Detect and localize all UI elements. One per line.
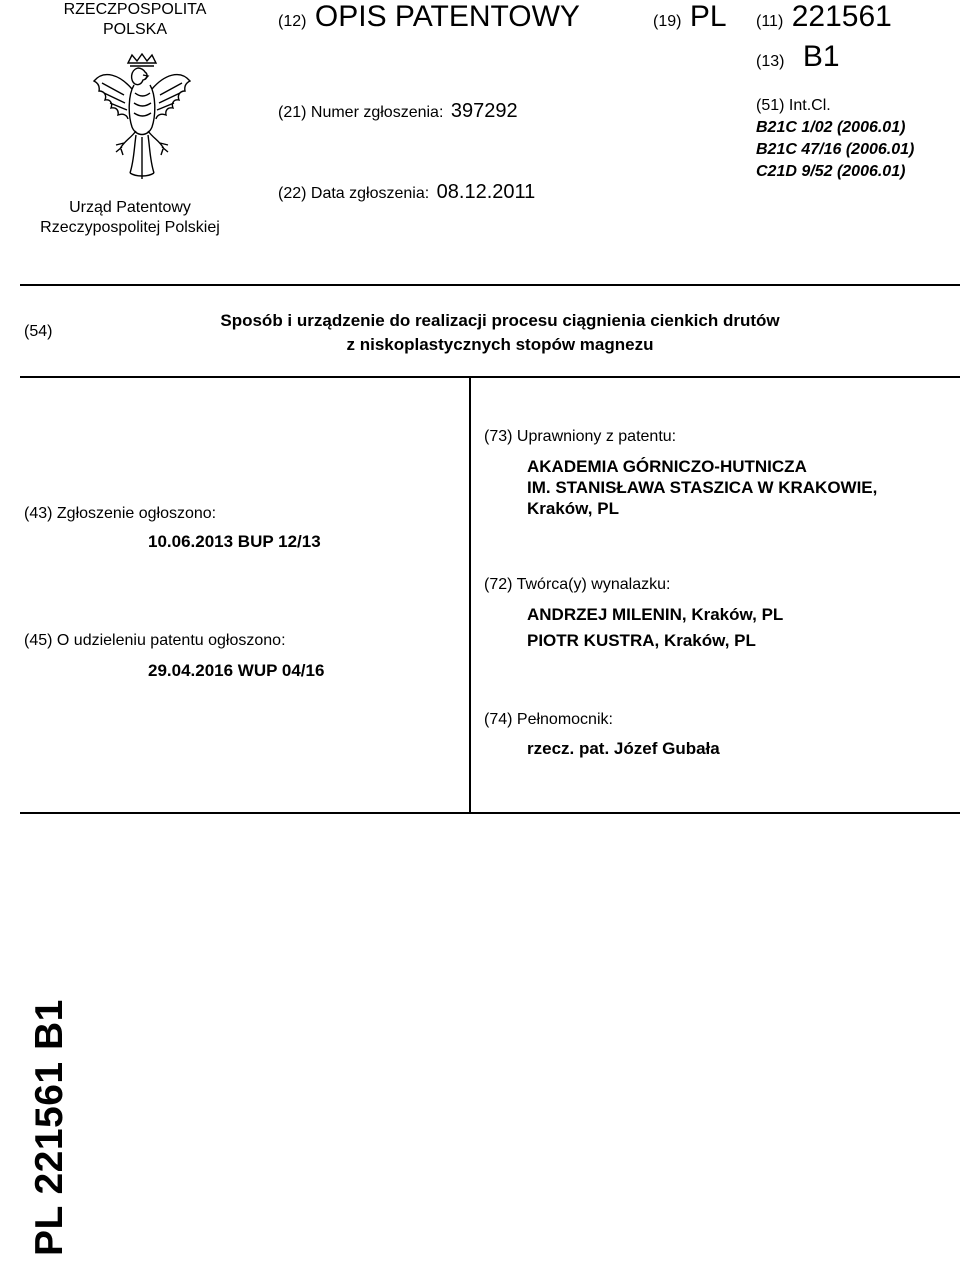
invention-title-line1: Sposób i urządzenie do realizacji procesu ciągnienia cienkich drutów bbox=[220, 311, 780, 330]
divider-top bbox=[20, 284, 960, 286]
patent-number-block bbox=[756, 0, 892, 34]
inventor-name: PIOTR KUSTRA, Kraków, PL bbox=[527, 631, 756, 650]
office-name bbox=[30, 198, 230, 238]
proprietor-line: AKADEMIA GÓRNICZO-HUTNICZA bbox=[527, 457, 807, 476]
proprietor-label: (73) Uprawniony z patentu: bbox=[484, 428, 677, 445]
classification bbox=[756, 95, 914, 183]
invention-title bbox=[140, 309, 860, 357]
classification-label: (51) Int.Cl. bbox=[756, 97, 831, 114]
announced-label: (43) Zgłoszenie ogłoszono: bbox=[24, 505, 217, 522]
inventors-list bbox=[527, 602, 783, 654]
inid-11: (11) bbox=[756, 13, 784, 30]
inventor-name: ANDRZEJ MILENIN, Kraków, PL bbox=[527, 605, 784, 624]
granted-label: (45) O udzieleniu patentu ogłoszono: bbox=[24, 632, 286, 649]
proprietor-line: Kraków, PL bbox=[527, 499, 619, 518]
polish-eagle-emblem-icon bbox=[90, 53, 195, 185]
country-code: PL bbox=[689, 0, 727, 33]
office-country bbox=[40, 0, 230, 40]
column-divider bbox=[469, 376, 471, 812]
proprietor-name bbox=[527, 456, 877, 519]
inid-13: (13) bbox=[756, 53, 785, 70]
application-number bbox=[278, 99, 518, 125]
application-date bbox=[278, 180, 535, 206]
inid-12: (12) bbox=[278, 13, 307, 30]
granted-value: 29.04.2016 WUP 04/16 bbox=[148, 661, 325, 680]
doc-type: OPIS PATENTOWY bbox=[314, 0, 580, 33]
doc-type-block bbox=[278, 0, 580, 34]
classification-code: B21C 47/16 (2006.01) bbox=[756, 141, 915, 158]
attorney-label: (74) Pełnomocnik: bbox=[484, 711, 613, 728]
application-number-value: 397292 bbox=[450, 100, 518, 122]
inid-54: (54) bbox=[24, 323, 53, 340]
office-line2: Rzeczypospolitej Polskiej bbox=[40, 219, 220, 236]
kind-code: B1 bbox=[802, 40, 840, 73]
application-date-label: (22) Data zgłoszenia: bbox=[278, 185, 430, 202]
proprietor-line: IM. STANISŁAWA STASZICA W KRAKOWIE, bbox=[527, 478, 878, 497]
attorney-name: rzecz. pat. Józef Gubała bbox=[527, 739, 720, 758]
inventors-label: (72) Twórca(y) wynalazku: bbox=[484, 576, 671, 593]
patent-number: 221561 bbox=[791, 0, 892, 33]
announced-value: 10.06.2013 BUP 12/13 bbox=[148, 532, 321, 551]
invention-title-line2: z niskoplastycznych stopów magnezu bbox=[346, 335, 654, 354]
country-code-block bbox=[653, 0, 727, 34]
kind-code-block bbox=[756, 40, 840, 74]
classification-code: B21C 1/02 (2006.01) bbox=[756, 119, 906, 136]
divider-middle bbox=[20, 376, 960, 378]
side-patent-label: PL 221561 B1 bbox=[28, 999, 71, 1256]
country-line2: POLSKA bbox=[102, 21, 168, 38]
inid-19: (19) bbox=[653, 13, 682, 30]
application-number-label: (21) Numer zgłoszenia: bbox=[278, 104, 444, 121]
divider-bottom bbox=[20, 812, 960, 814]
country-line1: RZECZPOSPOLITA bbox=[63, 1, 207, 18]
classification-code: C21D 9/52 (2006.01) bbox=[756, 163, 906, 180]
office-line1: Urząd Patentowy bbox=[69, 199, 191, 216]
application-date-value: 08.12.2011 bbox=[436, 181, 536, 203]
